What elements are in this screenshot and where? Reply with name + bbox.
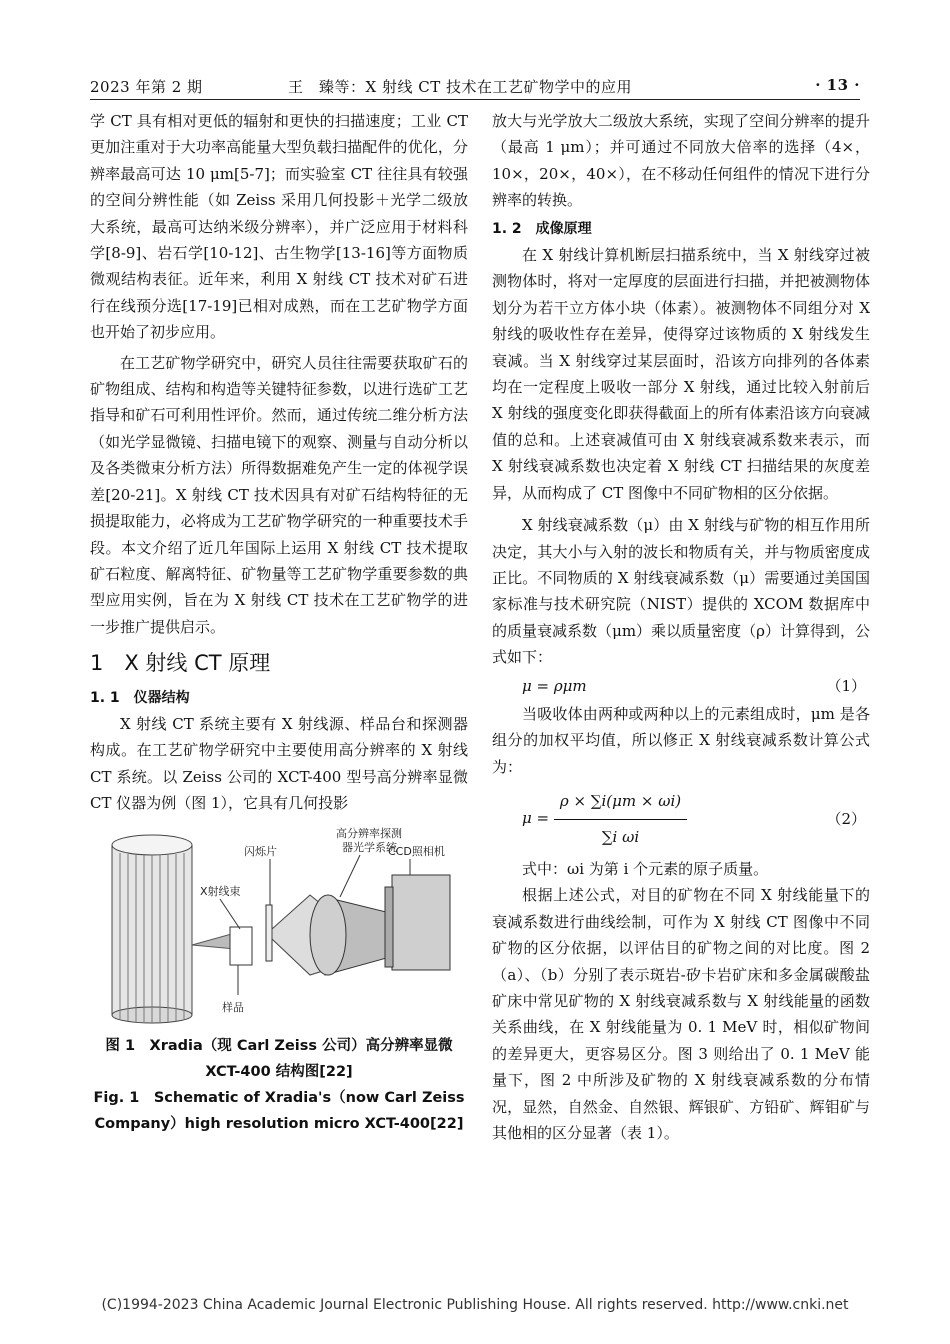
figure-caption-en [90, 1085, 468, 1137]
paragraph: 式中：ωi 为第 i 个元素的原子质量。 [522, 859, 769, 878]
x-ray-source [112, 835, 192, 1023]
section-heading: 1 X 射线 CT 原理 [90, 651, 271, 676]
paragraph: X 射线衰减系数（μ）由 X 射线与矿物的相互作用所决定，其大小与入射的波长和物质有关，并与物质密度成正比。不同物质的 X 射线衰减系数（μ）需要通过美国国家标准与技术研究院（NIST）提供的 XCOM 数据库中的质量衰减系数（μm）乘以质量密度（ρ）计算得到，公式如下： [492, 516, 870, 667]
running-header [90, 72, 860, 98]
ccd-camera [392, 875, 450, 970]
label-ccd: CCD照相机 [388, 844, 445, 858]
paragraph: 当吸收体由两种或两种以上的元素组成时，μm 是各组分的加权平均值，所以修正 X 射线衰减系数计算公式为： [492, 704, 870, 776]
left-column [90, 108, 468, 1137]
right-column [492, 108, 870, 1146]
page-number: · 13 · [815, 76, 860, 94]
caption-cn-text: 图 1 Xradia（现 Carl Zeiss 公司）高分辨率显微 XCT-400 结构图[22] [105, 1037, 453, 1080]
paragraph: 学 CT 具有相对更低的辐射和更快的扫描速度；工业 CT 更加注重对于大功率高能量大型负载扫描配件的优化，分辨率最高可达 10 μm[5-7]；而实验室 CT 往往具有较强的空间分辨性能（如 Zeiss 采用几何投影＋光学二级放大系统，最高可达纳米级分辨率），并广泛应用于材料科学[8-9]、岩石学[10-12]、古生物学[13-16]等方面物质微观结构表征。近年来，利用 X 射线 CT 技术对矿石进行在线预分选[17-19]已相对成熟，而在工艺矿物学方面也开始了初步应用。 [90, 112, 468, 342]
paragraph: 在工艺矿物学研究中，研究人员往往需要获取矿石的矿物组成、结构和构造等关键特征参数，以进行选矿工艺指导和矿石可利用性评价。然而，通过传统二维分析方法（如光学显微镜、扫描电镜下的观察、测量与自动分析以及各类微束分析方法）所得数据难免产生一定的体视学误差[20-21]。X 射线 CT 技术因具有对矿石结构特征的无损提取能力，必将成为工艺矿物学研究的一种重要技术手段。本文介绍了近几年国际上运用 X 射线 CT 技术提取矿石粒度、解离特征、矿物量等工艺矿物学重要参数的典型应用实例，旨在为 X 射线 CT 技术在工艺矿物学的进一步推广提供启示。 [90, 353, 468, 636]
equation-2-fraction [554, 788, 687, 850]
equation-2-numerator: ρ × ∑i(μm × ωi) [554, 788, 687, 819]
equation-2-number: （2） [826, 809, 866, 828]
figure-caption-cn [90, 1033, 468, 1085]
equation-1-body: μ = ρμm [522, 676, 587, 695]
equation-2-lhs: μ = [522, 809, 550, 828]
subsection-heading: 1. 1 仪器结构 [90, 689, 190, 706]
issue-label: 2023 年第 2 期 [90, 78, 203, 96]
subsection-heading: 1. 2 成像原理 [492, 220, 592, 237]
caption-en-text: Fig. 1 Schematic of Xradia's（now Carl Zeiss Company）high resolution micro XCT-400[22] [93, 1089, 465, 1132]
label-scintillator: 闪烁片 [244, 844, 277, 858]
paragraph: 放大与光学放大二级放大系统，实现了空间分辨率的提升（最高 1 μm）；并可通过不同放大倍率的选择（4×，10×，20×，40×），在不移动任何组件的情况下进行分辨率的转换。 [492, 112, 870, 210]
label-detector: 高分辨率探测 [336, 826, 402, 840]
equation-2-body [492, 788, 687, 850]
equation-2-denominator: ∑i ωi [601, 827, 640, 846]
paragraph: 在 X 射线计算机断层扫描系统中，当 X 射线穿过被测物体时，将对一定厚度的层面进行扫描，并把被测物体划分为若干立方体小块（体素）。被测物体不同组分对 X 射线的吸收性存在差异，使得穿过该物质的 X 射线发生衰减。当 X 射线穿过某层面时，沿该方向排列的各体素均在一定程度上吸收一部分 X 射线，通过比较入射前后 X 射线的强度变化即获得截面上的所有体素沿该方向衰减值的总和。上述衰减值可由 X 射线衰减系数来表示，而 X 射线衰减系数也决定着 X 射线 CT 扫描结果的灰度差异，从而构成了 CT 图像中不同矿物相的区分依据。 [492, 246, 870, 502]
running-title: 王 臻等：X 射线 CT 技术在工艺矿物学中的应用 [288, 78, 632, 96]
equation-1 [492, 673, 870, 699]
equation-1-number: （1） [826, 676, 866, 695]
label-sample: 样品 [222, 1000, 244, 1014]
xct-diagram [90, 825, 468, 1025]
equation-2 [492, 788, 870, 850]
x-ray-beam [192, 933, 235, 949]
paragraph: 根据上述公式，对目的矿物在不同 X 射线能量下的衰减系数进行曲线绘制，可作为 X 射线 CT 图像中不同矿物的区分依据，以评估目的矿物之间的对比度。图 2（a）、（b）分别了表示斑岩-矽卡岩矿床和多金属碳酸盐矿床中常见矿物的 X 射线衰减系数与 X 射线能量的函数关系曲线，在 X 射线能量为 0. 1 MeV 时，相似矿物间的差异更大，更容易区分。图 3 则给出了 0. 1 MeV 能量下，图 2 中所涉及矿物的 X 射线衰减系数的分布情况，显然，自然金、自然银、辉银矿、方铅矿、辉钼矿与其他相的区分显著（表 1）。 [492, 886, 870, 1143]
header-rule [90, 99, 860, 100]
label-beam: X射线束 [200, 884, 241, 898]
copyright-footer: (C)1994-2023 China Academic Journal Electronic Publishing House. All rights reserved. http://www.cnki.net [101, 1297, 849, 1313]
label-detector-2: 器光学系统 [342, 840, 397, 854]
paragraph: X 射线 CT 系统主要有 X 射线源、样品台和探测器构成。在工艺矿物学研究中主要使用高分辨率的 X 射线 CT 系统。以 Zeiss 公司的 XCT-400 型号高分辨率显微 CT 仪器为例（图 1），它具有几何投影 [90, 714, 468, 813]
sample [230, 927, 252, 965]
figure-1 [90, 825, 468, 1025]
scintillator [266, 905, 272, 961]
